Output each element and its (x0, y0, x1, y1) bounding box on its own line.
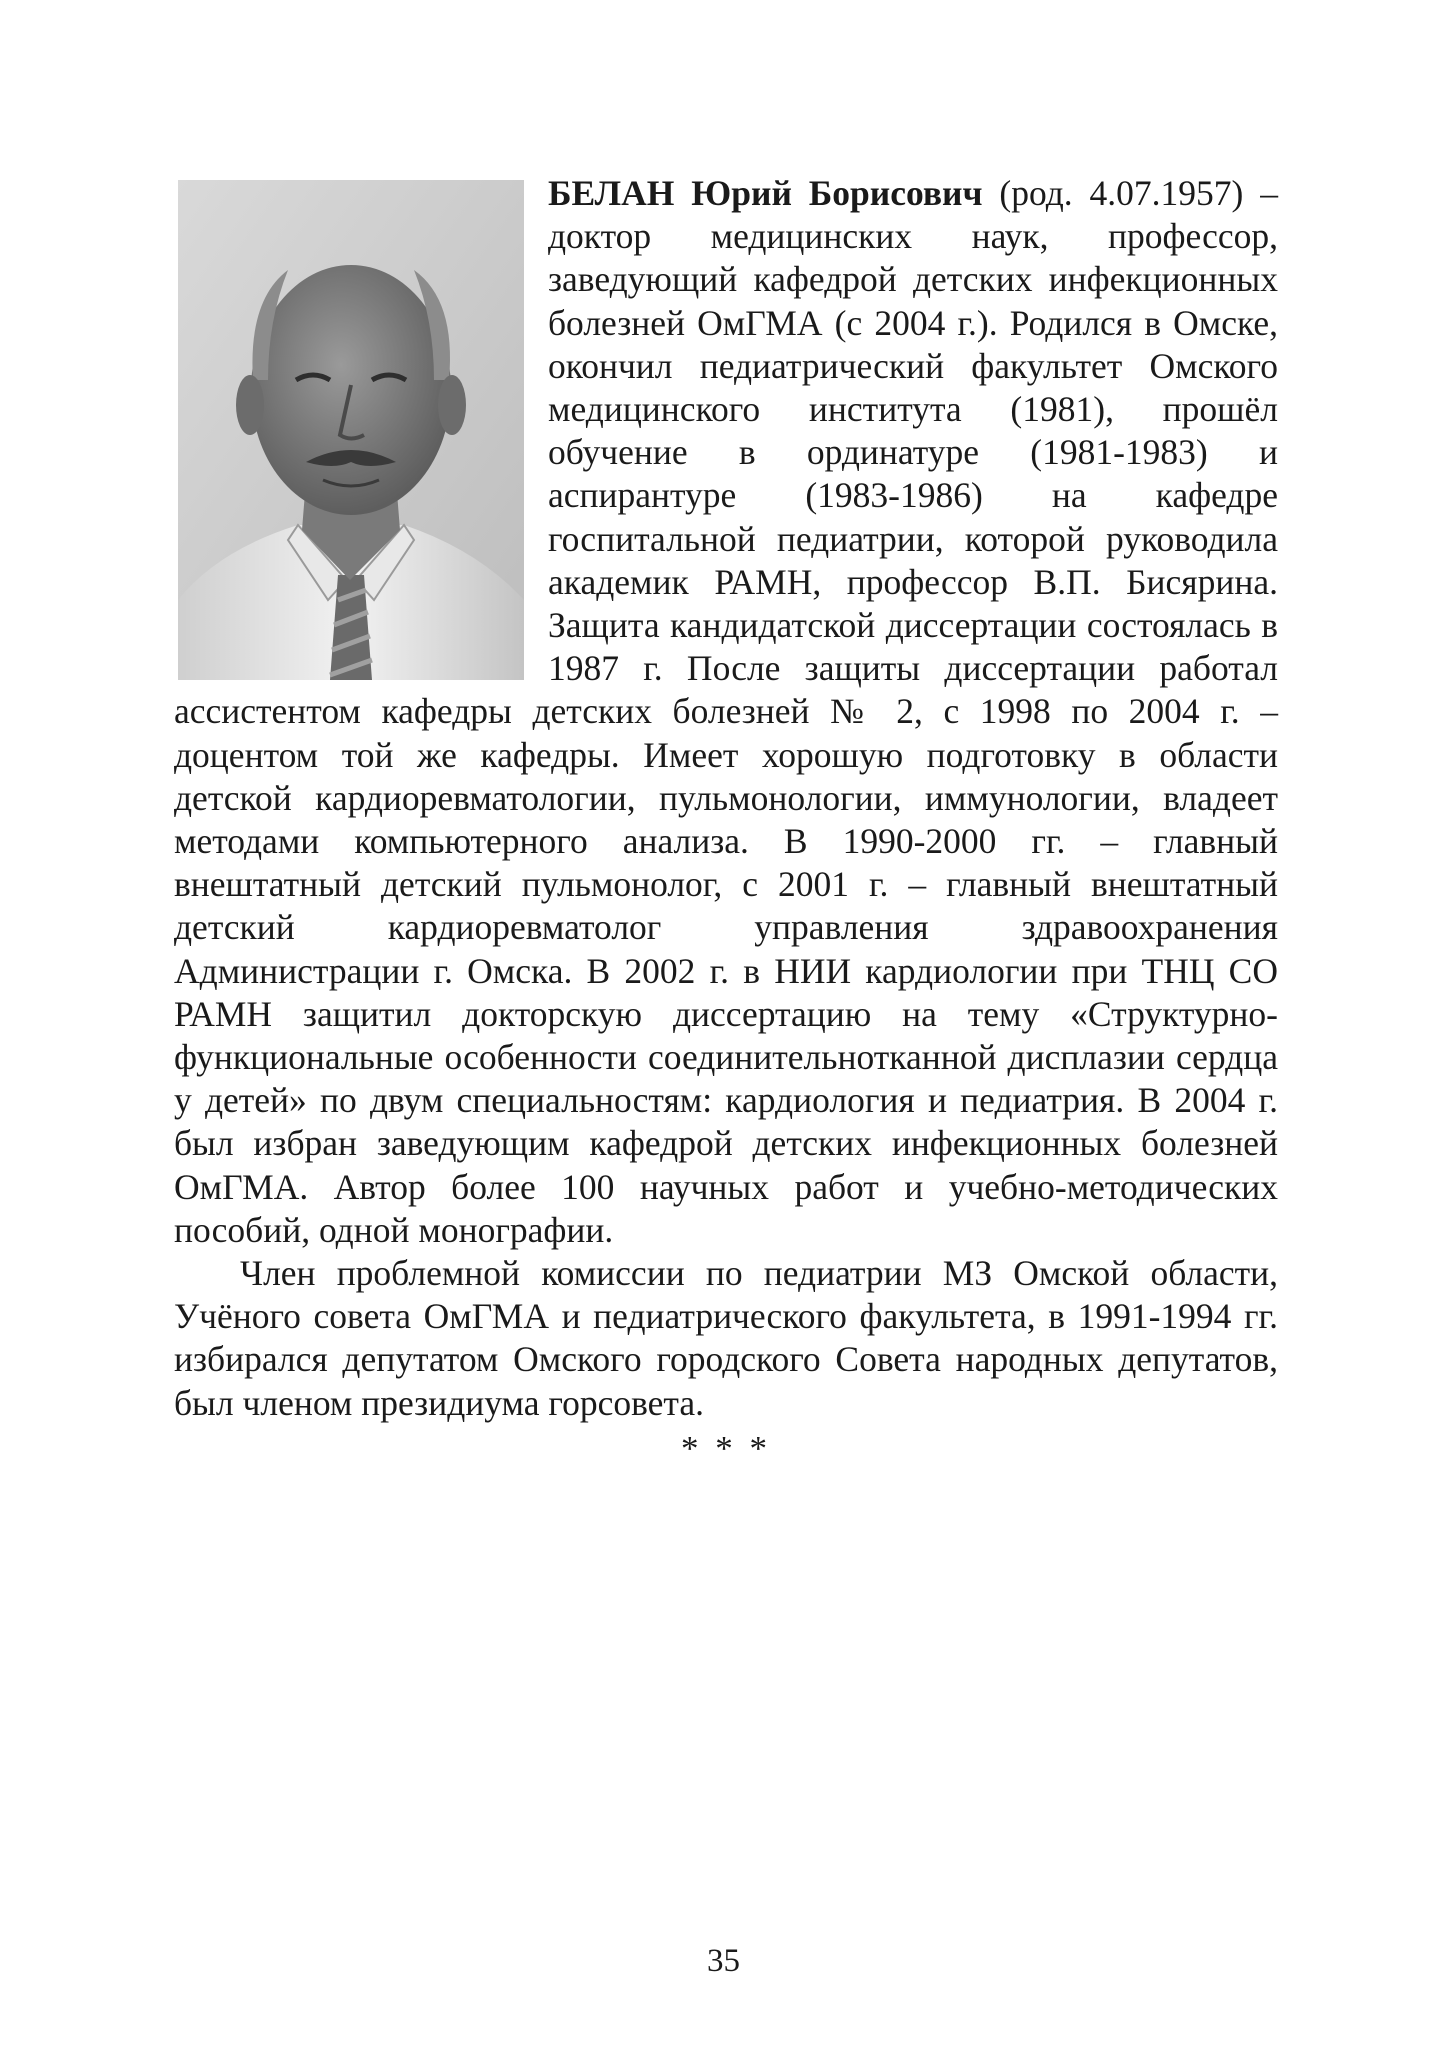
portrait-photo-icon (178, 180, 524, 680)
section-separator: * * * (681, 1428, 771, 1468)
article-body (174, 172, 1278, 1470)
person-name: БЕЛАН Юрий Борисович (548, 173, 983, 213)
article-intro-text: (род. 4.07.1957) – доктор медицинских наук, профессор, заведующий кафедрой детских инфекционных болезней ОмГМА (с 2004 г.). Родился в Омске, окончил педиатрический факультет Омского медицинского института (1981), прошёл обучение в ординатуре (1981-1983) и аспирантуре (1983-1986) на кафедре госпитальной педиатрии, которой руководила академик РАМН, профессор В.П. Бисярина. Защита кандидатской диссертации состоялась в 1987 г. После защиты диссертации работал ассистентом кафедры детских болезней № 2, с 1998 по 2004 г. – доцентом той же кафедры. Имеет хорошую подготовку в области детской кардиоревматологии, пульмонологии, иммунологии, владеет методами компьютерного анализа. В 1990-2000 гг. – главный внештатный детский пульмонолог, с 2001 г. – главный внештатный детский кардиоревматолог управления здравоохранения Администрации г. Омска. В 2002 г. в НИИ кардиологии при ТНЦ СО РАМН защитил докторскую диссертацию на тему «Структурно-функциональные особенности соединительнотканной дисплазии сердца у детей» по двум специальностям: кардиология и педиатрия. В 2004 г. был избран заведующим кафедрой детских инфекционных болезней ОмГМА. Автор более 100 научных работ и учебно-методических пособий, одной монографии. (174, 173, 1278, 1250)
page-number: 35 (707, 1943, 740, 1979)
article-second-paragraph: Член проблемной комиссии по педиатрии МЗ Омской области, Учёного совета ОмГМА и педиатрического факультета, в 1991-1994 гг. избирался депутатом Омского городского Совета народных депутатов, был членом президиума горсовета. (174, 1253, 1278, 1423)
